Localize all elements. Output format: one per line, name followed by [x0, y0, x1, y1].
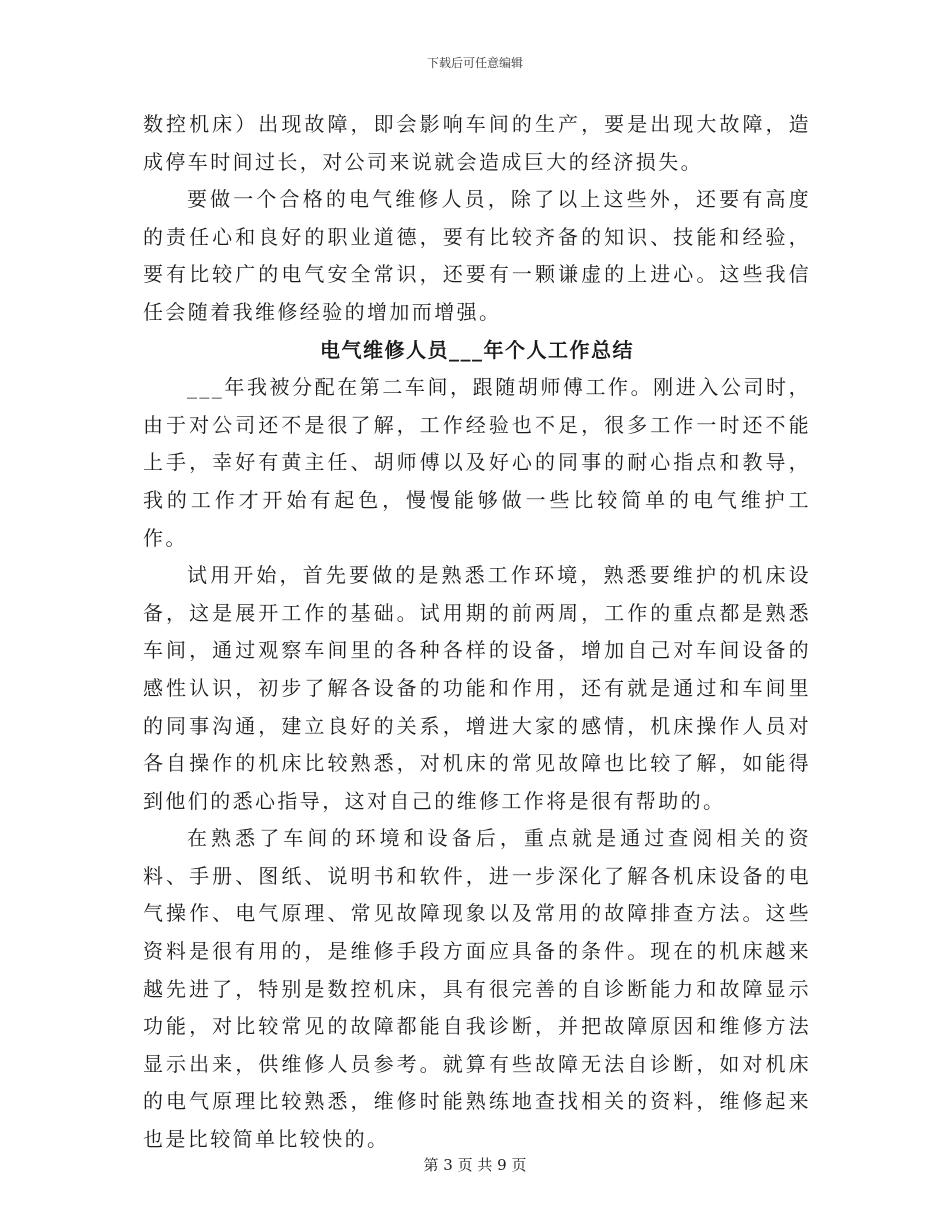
section-title: 电气维修人员___年个人工作总结	[320, 337, 634, 362]
paragraph-continuation: 数控机床）出现故障，即会影响车间的生产，要是出现大故障，造成停车时间过长，对公司来说就会造成巨大的经济损失。	[143, 112, 811, 174]
paragraph: 要做一个合格的电气维修人员，除了以上这些外，还要有高度的责任心和良好的职业道德，要有比较齐备的知识、技能和经验，要有比较广的电气安全常识，还要有一颗谦虚的上进心。这些我信任会随着我维修经验的增加而增强。	[143, 187, 811, 324]
paragraph: 在熟悉了车间的环境和设备后，重点就是通过查阅相关的资料、手册、图纸、说明书和软件，进一步深化了解各机床设备的电气操作、电气原理、常见故障现象以及常用的故障排查方法。这些资料是很有用的，是维修手段方面应具备的条件。现在的机床越来越先进了，特别是数控机床，具有很完善的自诊断能力和故障显示功能，对比较常见的故障都能自我诊断，并把故障原因和维修方法显示出来，供维修人员参考。就算有些故障无法自诊断，如对机床的电气原理比较熟悉，维修时能熟练地查找相关的资料，维修起来也是比较简单比较快的。	[143, 826, 811, 1152]
page-header-note: 下载后可任意编辑	[426, 56, 523, 70]
page-number-footer: 第 3 页 共 9 页	[423, 1156, 527, 1174]
document-body	[143, 106, 811, 1159]
paragraph: ___年我被分配在第二车间，跟随胡师傅工作。刚进入公司时，由于对公司还不是很了解，工作经验也不足，很多工作一时还不能上手，幸好有黄主任、胡师傅以及好心的同事的耐心指点和教导，我的工作才开始有起色，慢慢能够做一些比较简单的电气维护工作。	[143, 375, 811, 550]
paragraph: 试用开始，首先要做的是熟悉工作环境，熟悉要维护的机床设备，这是展开工作的基础。试用期的前两周，工作的重点都是熟悉车间，通过观察车间里的各种各样的设备，增加自己对车间设备的感性认识，初步了解各设备的功能和作用，还有就是通过和车间里的同事沟通，建立良好的关系，增进大家的感情，机床操作人员对各自操作的机床比较熟悉，对机床的常见故障也比较了解，如能得到他们的悉心指导，这对自己的维修工作将是很有帮助的。	[143, 563, 811, 813]
